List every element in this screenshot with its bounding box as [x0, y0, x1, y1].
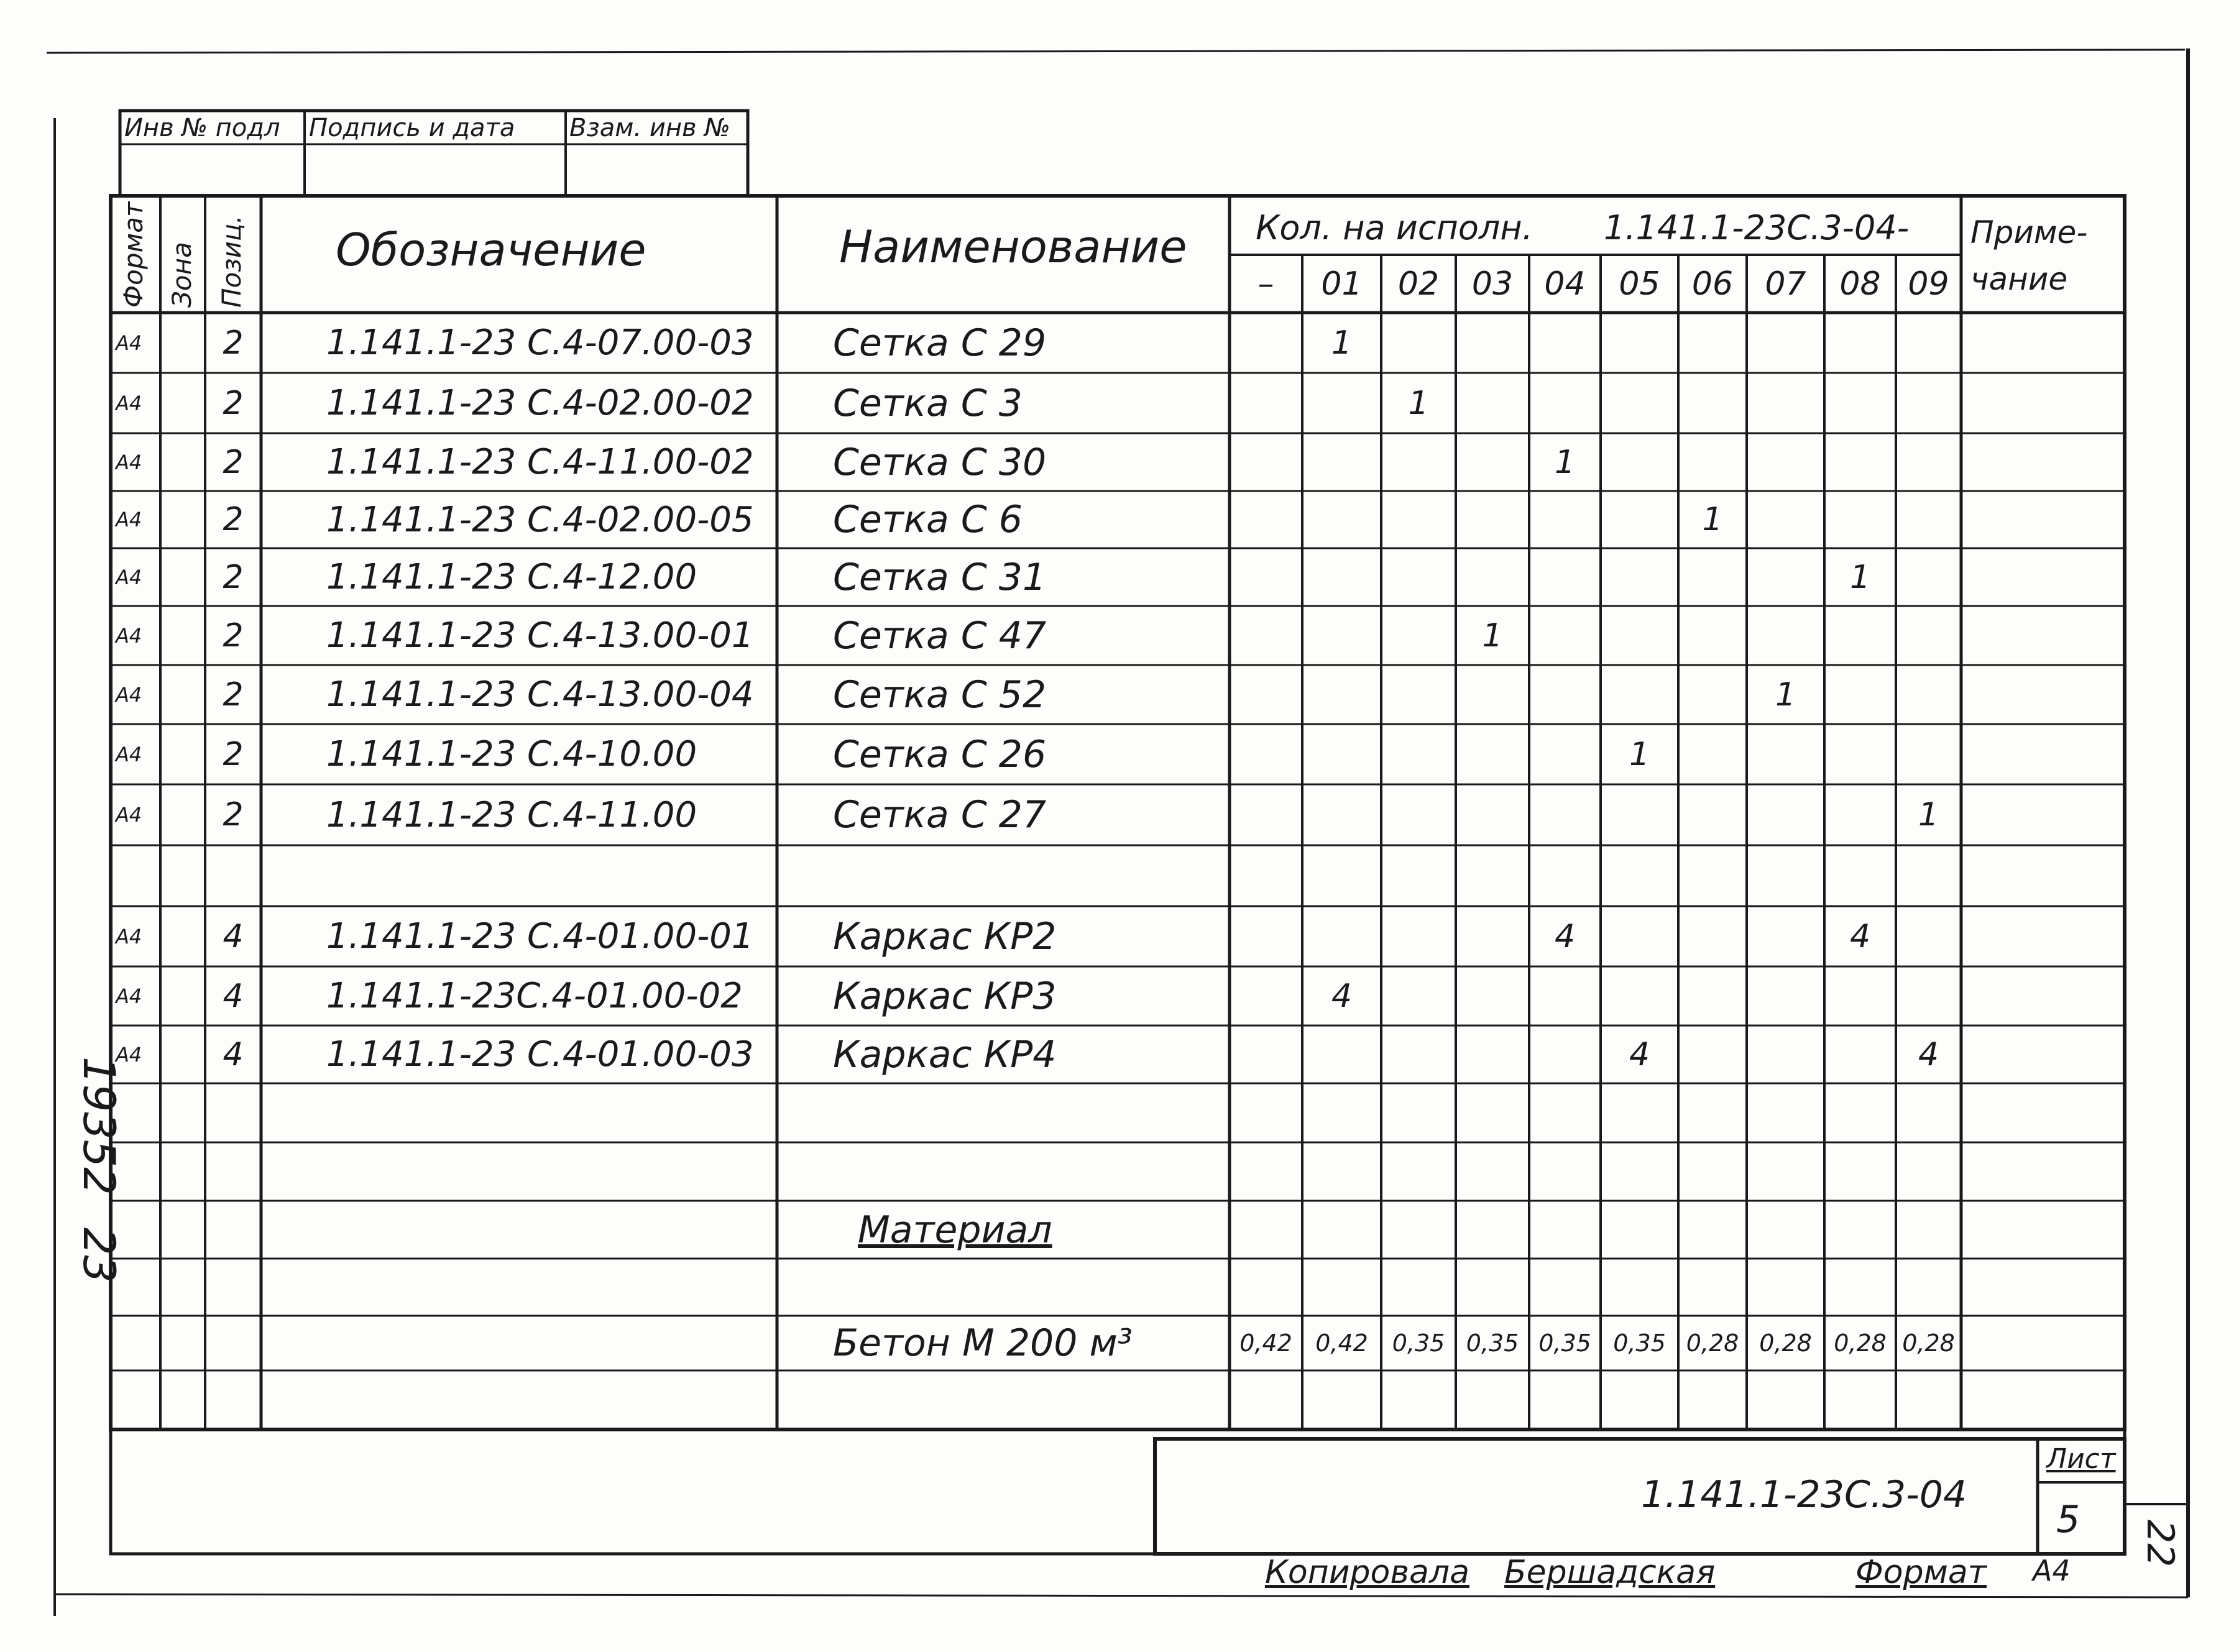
row-qty-cell — [1230, 548, 1302, 606]
row-qty-cell — [1302, 606, 1381, 665]
row-qty-cell — [1824, 1201, 1896, 1259]
row-designation: 1.141.1-23 С.4-13.00-04 — [326, 674, 754, 715]
row-qty-cell — [1824, 313, 1896, 373]
row-qty-cell: 4 — [1629, 1035, 1650, 1073]
row-qty-cell — [1896, 548, 1961, 606]
row-qty-cell — [1456, 665, 1529, 724]
row-qty-cell — [1302, 491, 1381, 548]
row-position: 2 — [223, 558, 244, 596]
row-position: 2 — [223, 324, 244, 362]
row-qty-cell — [1747, 1259, 1824, 1316]
sheet-label: Лист — [2046, 1443, 2116, 1475]
row-position: 2 — [223, 501, 244, 538]
row-qty-cell — [1230, 313, 1302, 373]
row-qty-cell — [1381, 1142, 1456, 1201]
row-qty-cell: 1 — [1918, 796, 1939, 833]
row-qty-cell — [1302, 906, 1381, 966]
row-qty-cell — [1678, 906, 1747, 966]
row-qty-cell — [1896, 1142, 1961, 1201]
row-qty-cell: 1 — [1554, 443, 1576, 481]
row-qty-cell — [1896, 491, 1961, 548]
row-qty-cell — [1302, 433, 1381, 491]
row-qty-cell: 0,42 — [1315, 1329, 1368, 1357]
row-qty-cell — [1601, 784, 1678, 845]
row-qty-cell — [1529, 373, 1601, 433]
row-qty-cell — [1529, 1259, 1601, 1316]
row-qty-cell — [1678, 1026, 1747, 1083]
row-designation: 1.141.1-23 С.4-10.00 — [326, 734, 697, 774]
row-qty-cell — [1302, 784, 1381, 845]
row-qty-cell: 0,35 — [1466, 1329, 1519, 1357]
row-qty-cell: 0,35 — [1613, 1329, 1666, 1357]
row-qty-cell — [1529, 1142, 1601, 1201]
row-qty-cell — [1230, 966, 1302, 1026]
row-qty-cell — [1747, 845, 1824, 906]
row-qty-cell — [1456, 1142, 1529, 1201]
row-qty-cell — [1824, 373, 1896, 433]
row-qty-cell — [1381, 313, 1456, 373]
row-position: 2 — [223, 676, 244, 714]
row-qty-cell — [1381, 548, 1456, 606]
row-designation: 1.141.1-23 С.4-02.00-02 — [326, 383, 754, 423]
row-qty-cell — [1529, 784, 1601, 845]
row-qty-cell — [1601, 606, 1678, 665]
row-qty-cell — [1302, 548, 1381, 606]
row-name — [777, 1083, 1230, 1142]
row-qty-cell — [1678, 966, 1747, 1026]
row-qty-cell — [1601, 1083, 1678, 1142]
sheet-number: 5 — [2056, 1498, 2080, 1541]
row-qty-cell — [1747, 373, 1824, 433]
footer-copied-label: Копировала — [1265, 1554, 1469, 1591]
row-qty-cell — [1456, 548, 1529, 606]
row-format: А4 — [116, 391, 142, 415]
row-qty-cell — [1896, 1259, 1961, 1316]
row-qty-cell — [1230, 724, 1302, 784]
row-qty-cell — [1747, 606, 1824, 665]
stamp-inv-podl: Инв № подл — [124, 114, 280, 142]
row-qty-cell — [1302, 1083, 1381, 1142]
row-qty-cell — [1896, 433, 1961, 491]
row-qty-cell — [1230, 491, 1302, 548]
row-qty-cell — [1601, 1142, 1678, 1201]
row-qty-cell: 0,42 — [1239, 1329, 1292, 1357]
row-qty-cell — [1824, 1259, 1896, 1316]
row-position: 4 — [223, 977, 244, 1015]
row-qty-cell — [1678, 313, 1747, 373]
row-qty-cell — [1302, 1201, 1381, 1259]
row-qty-cell — [1302, 1026, 1381, 1083]
row-designation: 1.141.1-23 С.4-01.00-01 — [326, 916, 754, 957]
row-qty-cell — [1601, 433, 1678, 491]
row-position — [205, 1316, 261, 1370]
row-position — [205, 1142, 261, 1201]
row-qty-cell — [1678, 1083, 1747, 1142]
row-format: А4 — [116, 331, 142, 355]
row-position: 2 — [223, 617, 244, 654]
row-designation — [261, 1142, 777, 1201]
row-qty-cell — [1824, 784, 1896, 845]
row-qty-cell — [1230, 1259, 1302, 1316]
row-qty-cell — [1529, 313, 1601, 373]
row-qty-cell — [1824, 1083, 1896, 1142]
row-qty-cell — [1381, 491, 1456, 548]
row-qty-cell: 1 — [1849, 558, 1871, 596]
row-qty-cell — [1896, 665, 1961, 724]
variant-header: 09 — [1908, 265, 1949, 303]
footer-format-label: Формат — [1855, 1554, 1987, 1591]
row-qty-cell — [1381, 906, 1456, 966]
row-qty-cell — [1529, 966, 1601, 1026]
row-qty-cell: 0,28 — [1834, 1329, 1887, 1357]
row-qty-cell — [1601, 845, 1678, 906]
row-qty-cell — [1381, 784, 1456, 845]
row-position: 2 — [223, 443, 244, 481]
header-designation: Обозначение — [336, 224, 646, 276]
row-qty-cell — [1747, 1142, 1824, 1201]
row-qty-cell — [1896, 313, 1961, 373]
row-qty-cell — [1896, 724, 1961, 784]
row-qty-cell — [1529, 491, 1601, 548]
row-qty-cell — [1230, 845, 1302, 906]
row-qty-cell — [1678, 1142, 1747, 1201]
row-qty-cell — [1747, 313, 1824, 373]
row-qty-cell — [1678, 665, 1747, 724]
row-name — [777, 1142, 1230, 1201]
row-qty-cell — [1456, 1026, 1529, 1083]
row-qty-cell — [1456, 491, 1529, 548]
row-position: 2 — [223, 735, 244, 773]
row-qty-cell — [1529, 665, 1601, 724]
row-qty-cell — [1302, 845, 1381, 906]
row-qty-cell: 0,35 — [1538, 1329, 1591, 1357]
row-name: Каркас КР4 — [833, 1032, 1057, 1076]
row-position — [205, 845, 261, 906]
stamp-podpis-data: Подпись и дата — [309, 114, 515, 142]
row-qty-cell — [1302, 1142, 1381, 1201]
row-qty-cell — [1747, 1026, 1824, 1083]
row-qty-cell — [1529, 1083, 1601, 1142]
row-qty-cell — [1678, 784, 1747, 845]
row-name: Сетка С 31 — [833, 555, 1047, 599]
footer-format-value: А4 — [2033, 1554, 2071, 1587]
row-name — [777, 1259, 1230, 1316]
row-qty-cell — [1302, 1370, 1381, 1429]
row-qty-cell — [1601, 665, 1678, 724]
row-qty-cell: 1 — [1331, 324, 1353, 362]
row-qty-cell — [1747, 433, 1824, 491]
row-qty-cell — [1302, 724, 1381, 784]
row-format: А4 — [116, 984, 142, 1008]
header-qty-title: Кол. на исполн. — [1256, 208, 1533, 247]
row-qty-cell — [1230, 1142, 1302, 1201]
row-qty-cell — [1824, 724, 1896, 784]
header-doc-code: 1.141.1-23С.3-04- — [1604, 208, 1910, 247]
row-qty-cell — [1456, 845, 1529, 906]
row-qty-cell: 0,35 — [1392, 1329, 1445, 1357]
row-qty-cell — [1601, 548, 1678, 606]
row-qty-cell — [1230, 1083, 1302, 1142]
row-qty-cell — [1601, 373, 1678, 433]
row-qty-cell: 1 — [1629, 735, 1650, 773]
row-qty-cell — [1824, 1142, 1896, 1201]
row-position — [205, 1370, 261, 1429]
row-qty-cell: 0,28 — [1686, 1329, 1739, 1357]
row-qty-cell — [1824, 1026, 1896, 1083]
row-qty-cell — [1456, 784, 1529, 845]
row-qty-cell — [1230, 1201, 1302, 1259]
row-qty-cell — [1529, 606, 1601, 665]
row-qty-cell — [1601, 313, 1678, 373]
row-qty-cell — [1601, 1201, 1678, 1259]
row-qty-cell — [1747, 966, 1824, 1026]
row-format: А4 — [116, 924, 142, 948]
row-qty-cell — [1601, 966, 1678, 1026]
row-qty-cell — [1529, 724, 1601, 784]
row-qty-cell — [1381, 1370, 1456, 1429]
margin-inventory-page: 23 — [73, 1228, 124, 1283]
row-name: Бетон М 200 м³ — [833, 1321, 1133, 1365]
row-qty-cell — [1601, 906, 1678, 966]
row-designation: 1.141.1-23 С.4-13.00-01 — [326, 615, 754, 656]
row-qty-cell — [1230, 1370, 1302, 1429]
row-name: Сетка С 52 — [833, 672, 1047, 717]
row-qty-cell — [1230, 784, 1302, 845]
variant-header: 05 — [1619, 265, 1660, 303]
row-qty-cell: 0,28 — [1902, 1329, 1955, 1357]
row-format — [112, 845, 160, 906]
header-format: Формат — [118, 201, 149, 308]
row-designation: 1.141.1-23 С.4-12.00 — [326, 557, 697, 597]
row-qty-cell — [1230, 1026, 1302, 1083]
row-qty-cell — [1678, 548, 1747, 606]
right-page-number: 22 — [2138, 1520, 2182, 1567]
row-qty-cell: 1 — [1775, 676, 1796, 714]
row-qty-cell — [1747, 784, 1824, 845]
row-qty-cell — [1230, 433, 1302, 491]
row-format: А4 — [116, 682, 142, 707]
row-qty-cell — [1456, 313, 1529, 373]
variant-header: 08 — [1839, 265, 1881, 303]
row-qty-cell — [1747, 1370, 1824, 1429]
row-qty-cell — [1824, 606, 1896, 665]
row-name: Сетка С 27 — [833, 793, 1047, 837]
row-qty-cell — [1678, 1370, 1747, 1429]
row-qty-cell: 1 — [1408, 384, 1429, 422]
row-qty-cell — [1456, 1259, 1529, 1316]
row-position: 4 — [223, 1035, 244, 1073]
row-designation: 1.141.1-23 С.4-11.00 — [326, 794, 697, 835]
row-designation — [261, 1316, 777, 1370]
row-format: А4 — [116, 803, 142, 827]
row-designation — [261, 845, 777, 906]
row-qty-cell — [1896, 966, 1961, 1026]
row-qty-cell — [1678, 433, 1747, 491]
row-qty-cell — [1678, 1201, 1747, 1259]
row-qty-cell — [1230, 906, 1302, 966]
row-qty-cell — [1230, 606, 1302, 665]
row-qty-cell — [1381, 433, 1456, 491]
row-designation — [261, 1370, 777, 1429]
row-qty-cell — [1456, 1083, 1529, 1142]
row-qty-cell: 0,28 — [1759, 1329, 1812, 1357]
row-name: Сетка С 6 — [833, 498, 1023, 541]
row-qty-cell: 4 — [1331, 977, 1353, 1015]
row-qty-cell — [1381, 845, 1456, 906]
row-designation — [261, 1083, 777, 1142]
row-format: А4 — [116, 565, 142, 589]
row-format — [112, 1316, 160, 1370]
row-designation: 1.141.1-23 С.4-11.00-02 — [326, 442, 754, 482]
row-format: А4 — [116, 623, 142, 648]
row-qty-cell — [1747, 906, 1824, 966]
row-qty-cell — [1529, 1201, 1601, 1259]
variant-header: 04 — [1544, 265, 1586, 303]
row-qty-cell — [1302, 665, 1381, 724]
row-qty-cell — [1381, 606, 1456, 665]
variant-header: 02 — [1397, 265, 1440, 303]
row-qty-cell — [1678, 373, 1747, 433]
row-qty-cell — [1824, 665, 1896, 724]
footer-copied-by: Бершадская — [1504, 1554, 1716, 1591]
row-qty-cell — [1230, 373, 1302, 433]
margin-inventory-no: 19352 — [73, 1057, 124, 1195]
row-qty-cell — [1381, 1026, 1456, 1083]
row-qty-cell — [1747, 491, 1824, 548]
row-qty-cell — [1381, 1201, 1456, 1259]
row-designation: 1.141.1-23С.4-01.00-02 — [326, 976, 743, 1016]
variant-header: 06 — [1691, 265, 1734, 303]
row-qty-cell — [1456, 373, 1529, 433]
doc-number: 1.141.1-23С.3-04 — [1641, 1473, 1967, 1517]
row-position: 2 — [223, 384, 244, 422]
row-position — [205, 1083, 261, 1142]
row-position — [205, 1259, 261, 1316]
row-qty-cell — [1896, 1201, 1961, 1259]
row-qty-cell — [1456, 433, 1529, 491]
row-format: А4 — [116, 508, 142, 531]
row-qty-cell — [1824, 1370, 1896, 1429]
row-qty-cell — [1896, 373, 1961, 433]
row-qty-cell — [1456, 1201, 1529, 1259]
row-name — [777, 845, 1230, 906]
row-qty-cell — [1678, 724, 1747, 784]
row-name: Сетка С 26 — [833, 732, 1047, 776]
header-poz: Позиц. — [216, 215, 247, 308]
row-qty-cell — [1529, 1026, 1601, 1083]
header-note-line1: Приме- — [1970, 214, 2088, 250]
row-format: А4 — [116, 450, 142, 474]
row-position: 2 — [223, 796, 244, 833]
row-qty-cell — [1381, 1259, 1456, 1316]
row-designation: 1.141.1-23 С.4-01.00-03 — [326, 1034, 754, 1075]
row-name: Каркас КР3 — [833, 974, 1057, 1018]
row-name: Каркас КР2 — [833, 914, 1057, 958]
row-qty-cell — [1601, 1259, 1678, 1316]
row-qty-cell — [1302, 373, 1381, 433]
row-qty-cell — [1824, 845, 1896, 906]
header-zona: Зона — [167, 242, 197, 308]
row-format — [112, 1370, 160, 1429]
row-designation: 1.141.1-23 С.4-07.00-03 — [326, 323, 754, 363]
row-name: Сетка С 30 — [833, 440, 1047, 484]
row-qty-cell — [1747, 1083, 1824, 1142]
row-designation — [261, 1259, 777, 1316]
row-name — [777, 1370, 1230, 1429]
row-qty-cell — [1381, 1083, 1456, 1142]
row-designation: 1.141.1-23 С.4-02.00-05 — [326, 499, 754, 540]
row-qty-cell — [1381, 665, 1456, 724]
row-qty-cell — [1230, 665, 1302, 724]
row-qty-cell — [1381, 966, 1456, 1026]
row-format: А4 — [116, 1042, 142, 1067]
row-qty-cell — [1601, 1370, 1678, 1429]
row-qty-cell — [1678, 606, 1747, 665]
row-qty-cell — [1896, 845, 1961, 906]
row-name: Сетка С 29 — [833, 321, 1047, 365]
variant-header: 07 — [1765, 265, 1806, 303]
row-qty-cell: 4 — [1554, 917, 1576, 955]
row-position: 4 — [223, 917, 244, 955]
row-qty-cell — [1529, 548, 1601, 606]
row-name: Материал — [858, 1208, 1052, 1252]
variant-header: – — [1257, 265, 1274, 303]
row-name: Сетка С 3 — [833, 381, 1023, 425]
row-qty-cell — [1456, 906, 1529, 966]
row-position — [205, 1201, 261, 1259]
variant-header: 01 — [1321, 265, 1363, 303]
row-qty-cell — [1456, 966, 1529, 1026]
row-qty-cell — [1896, 1370, 1961, 1429]
row-qty-cell: 1 — [1482, 617, 1503, 654]
row-qty-cell — [1678, 845, 1747, 906]
row-name: Сетка С 47 — [833, 613, 1047, 658]
row-qty-cell — [1824, 491, 1896, 548]
row-qty-cell — [1747, 1201, 1824, 1259]
stamp-vzam-inv: Взам. инв № — [569, 114, 730, 142]
row-format: А4 — [116, 742, 142, 766]
variant-header: 03 — [1471, 265, 1514, 303]
row-qty-cell — [1302, 1259, 1381, 1316]
header-note-line2: чание — [1970, 261, 2068, 297]
row-qty-cell — [1678, 1259, 1747, 1316]
row-designation — [261, 1201, 777, 1259]
row-qty-cell — [1747, 548, 1824, 606]
row-qty-cell: 4 — [1918, 1035, 1939, 1073]
row-qty-cell — [1529, 845, 1601, 906]
row-qty-cell — [1824, 433, 1896, 491]
row-qty-cell — [1747, 724, 1824, 784]
row-qty-cell — [1529, 1370, 1601, 1429]
row-qty-cell — [1601, 491, 1678, 548]
row-qty-cell — [1896, 906, 1961, 966]
row-qty-cell — [1896, 1083, 1961, 1142]
row-qty-cell — [1896, 606, 1961, 665]
row-qty-cell — [1456, 1370, 1529, 1429]
row-qty-cell — [1456, 724, 1529, 784]
row-qty-cell: 4 — [1849, 917, 1871, 955]
row-qty-cell — [1381, 724, 1456, 784]
header-name: Наименование — [839, 221, 1187, 273]
row-qty-cell: 1 — [1702, 501, 1723, 538]
row-qty-cell — [1824, 966, 1896, 1026]
